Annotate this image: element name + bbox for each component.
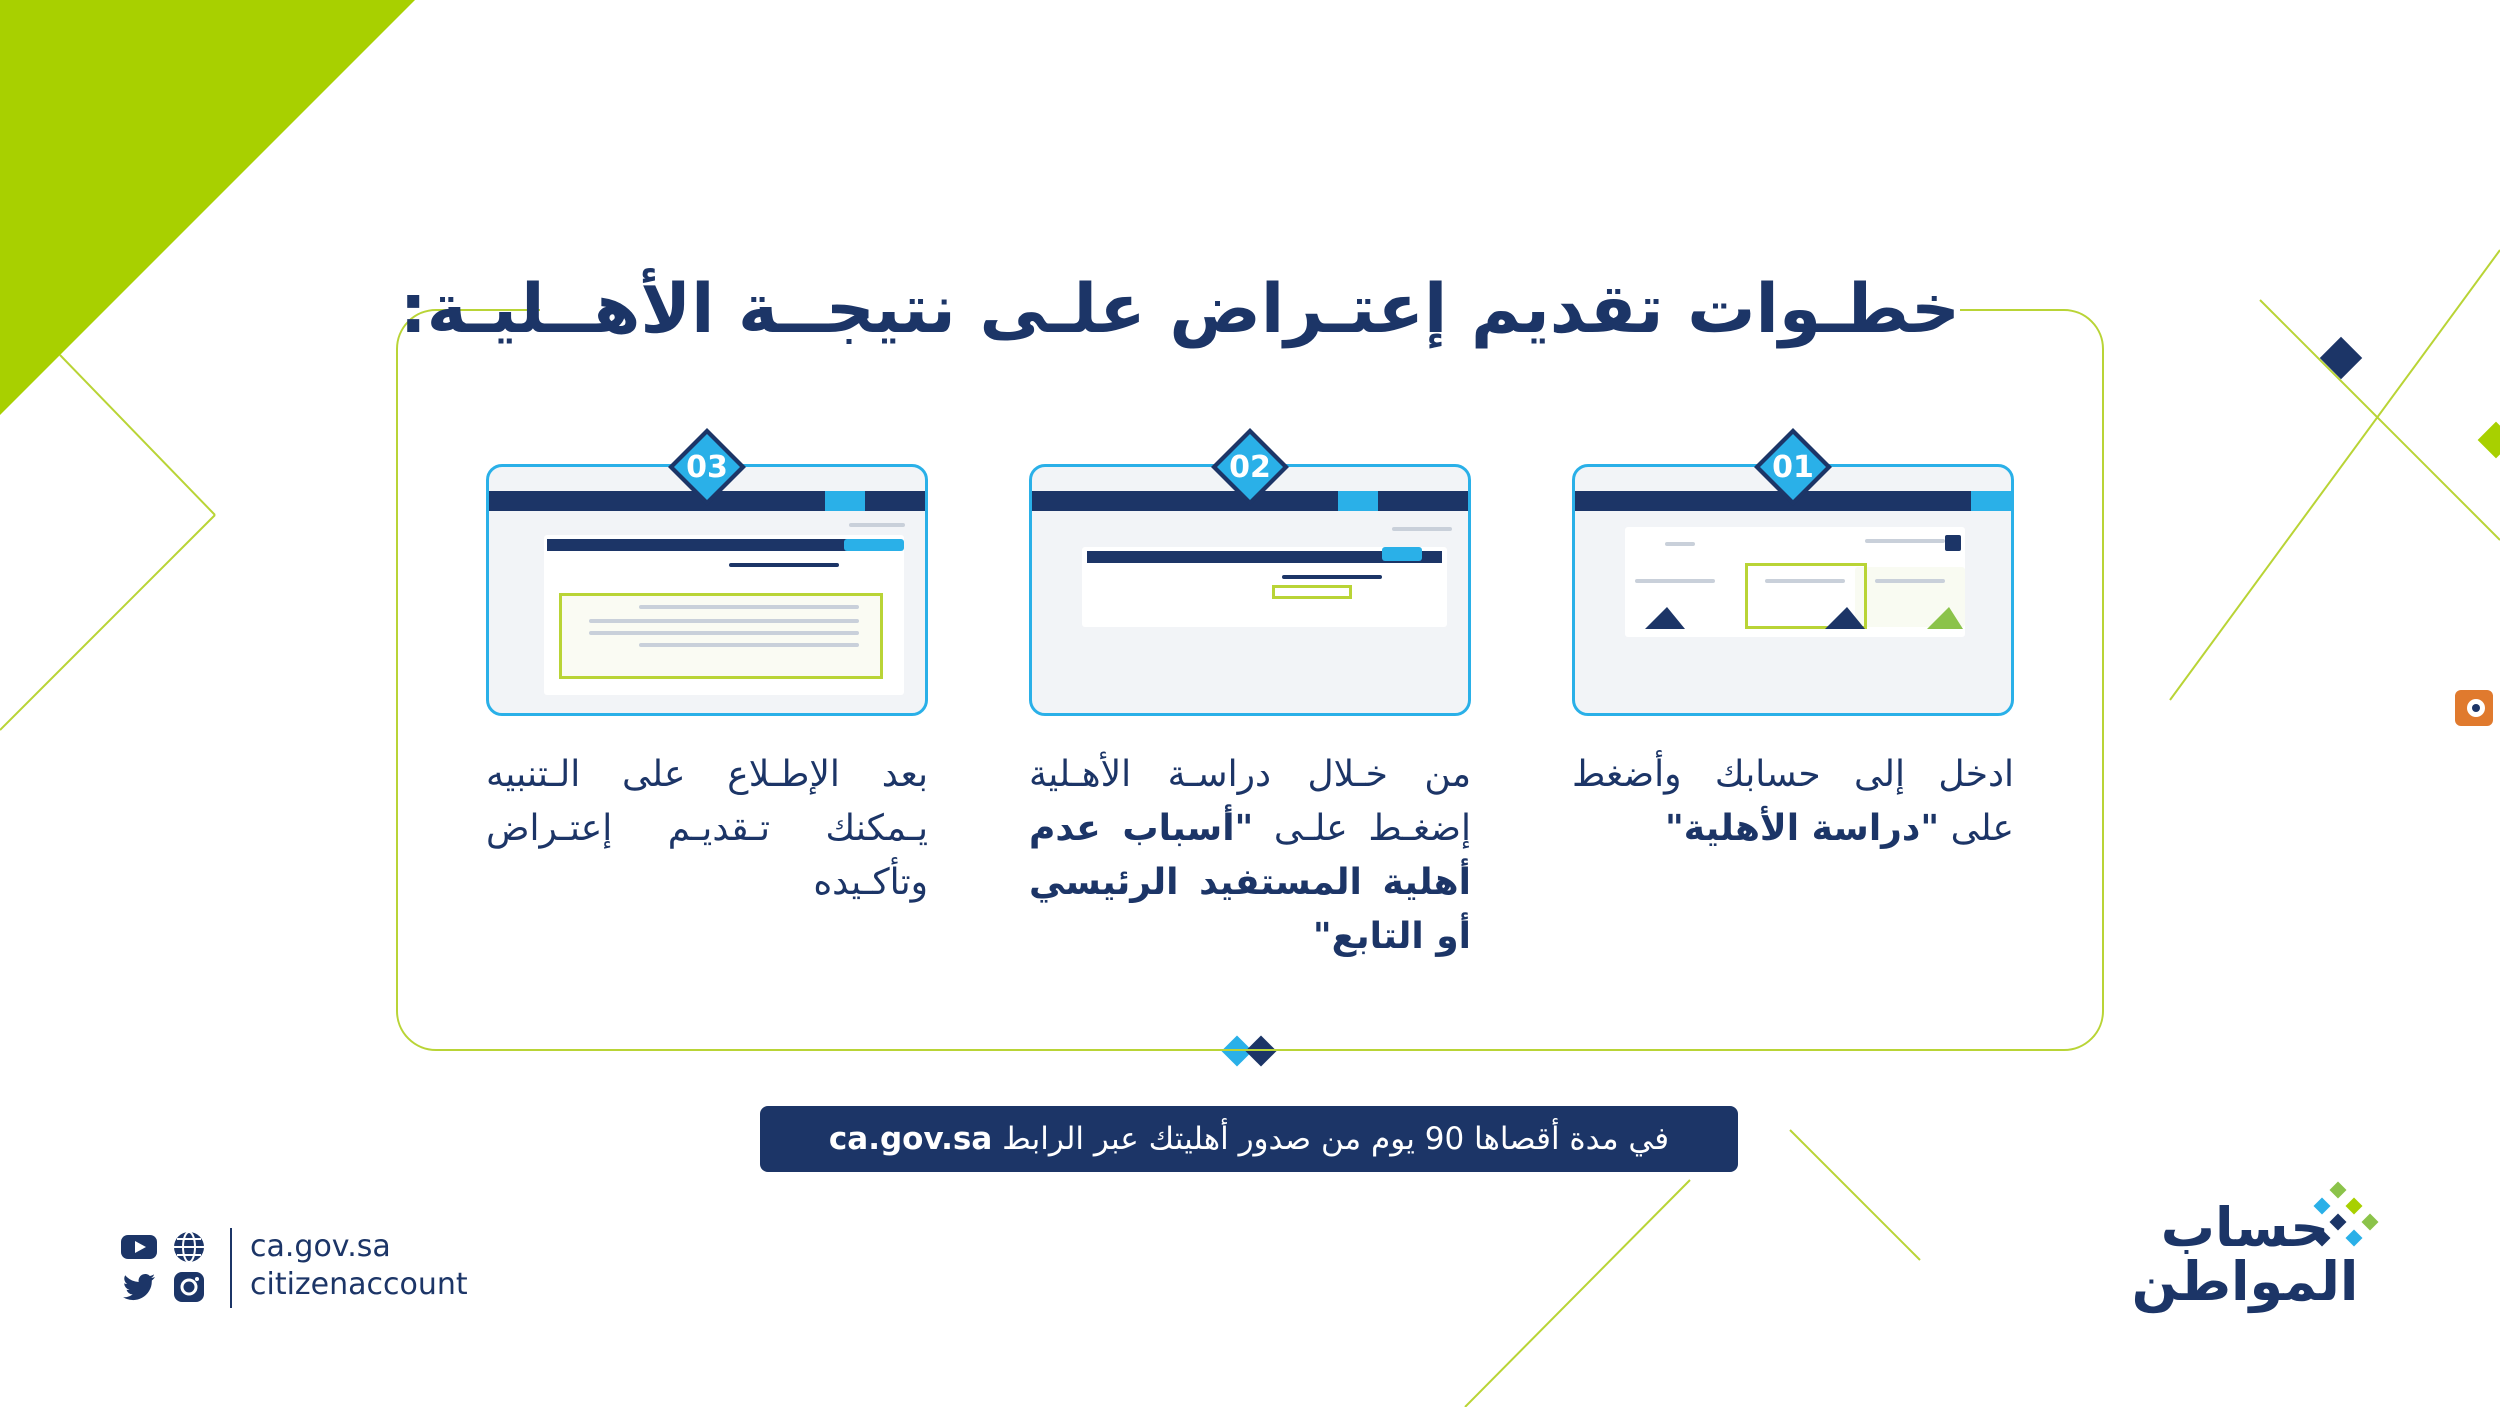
contact-text (250, 1228, 468, 1304)
deco-line (1790, 1130, 1920, 1260)
deco-line (60, 355, 215, 515)
step-3-badge (668, 428, 746, 506)
website-link[interactable]: ca.gov.sa (250, 1229, 391, 1264)
navy-diamond (2320, 337, 2362, 379)
citizen-account-logo (2130, 1180, 2390, 1320)
twitter-icon[interactable] (120, 1270, 158, 1304)
lime-diamond (2478, 422, 2500, 459)
step-1-badge (1754, 428, 1832, 506)
deco-line (2170, 250, 2500, 700)
step-1-text-bold: "دراسة الأهلية" (1664, 808, 1940, 849)
step-3-text-plain: بعد الإطـلاع على الـتنبيه يـمكنك تـقديـم إعتـراض وتأكـيده (486, 754, 928, 903)
instagram-icon[interactable] (170, 1270, 208, 1304)
step-3-text (486, 748, 928, 910)
step-2-text-bold: "أسباب عدم أهلية المستفيد الرئيسي أو التابع" (1029, 808, 1471, 957)
logo-line-1: حساب (2160, 1196, 2330, 1259)
step-1-number: 01 (1772, 450, 1814, 485)
globe-icon[interactable] (170, 1230, 208, 1264)
step-2-text (1029, 748, 1471, 964)
notice-link[interactable]: ca.gov.sa (828, 1121, 993, 1157)
step-2-number: 02 (1229, 450, 1271, 485)
contact-separator (230, 1228, 232, 1308)
step-1-text (1572, 748, 2014, 856)
social-handle[interactable]: citizenaccount (250, 1267, 468, 1302)
camera-icon (2455, 690, 2493, 726)
youtube-icon[interactable] (120, 1230, 158, 1264)
lime-corner-triangle (0, 0, 415, 415)
step-2-badge (1211, 428, 1289, 506)
deco-line (2260, 300, 2500, 540)
deco-line (1465, 1180, 1690, 1407)
notice-text: في مدة أقصاها 90 يوم من صدور أهليتك عبر الرابط (992, 1121, 1670, 1157)
step-1-text-plain: ادخل إلى حسابك وأضغط على (1572, 754, 2014, 849)
page-title: خطـوات تقديم إعتـراض علـى نتيجــة الأهــليـة: (540, 255, 1960, 365)
step-2-text-plain: من خـلال دراسـة الأهـلية إضغـط علـى (1029, 754, 1471, 849)
logo-line-2: المواطن (2131, 1250, 2359, 1313)
deadline-notice (760, 1106, 1738, 1172)
step-3-number: 03 (686, 450, 728, 485)
deco-line (0, 515, 215, 730)
